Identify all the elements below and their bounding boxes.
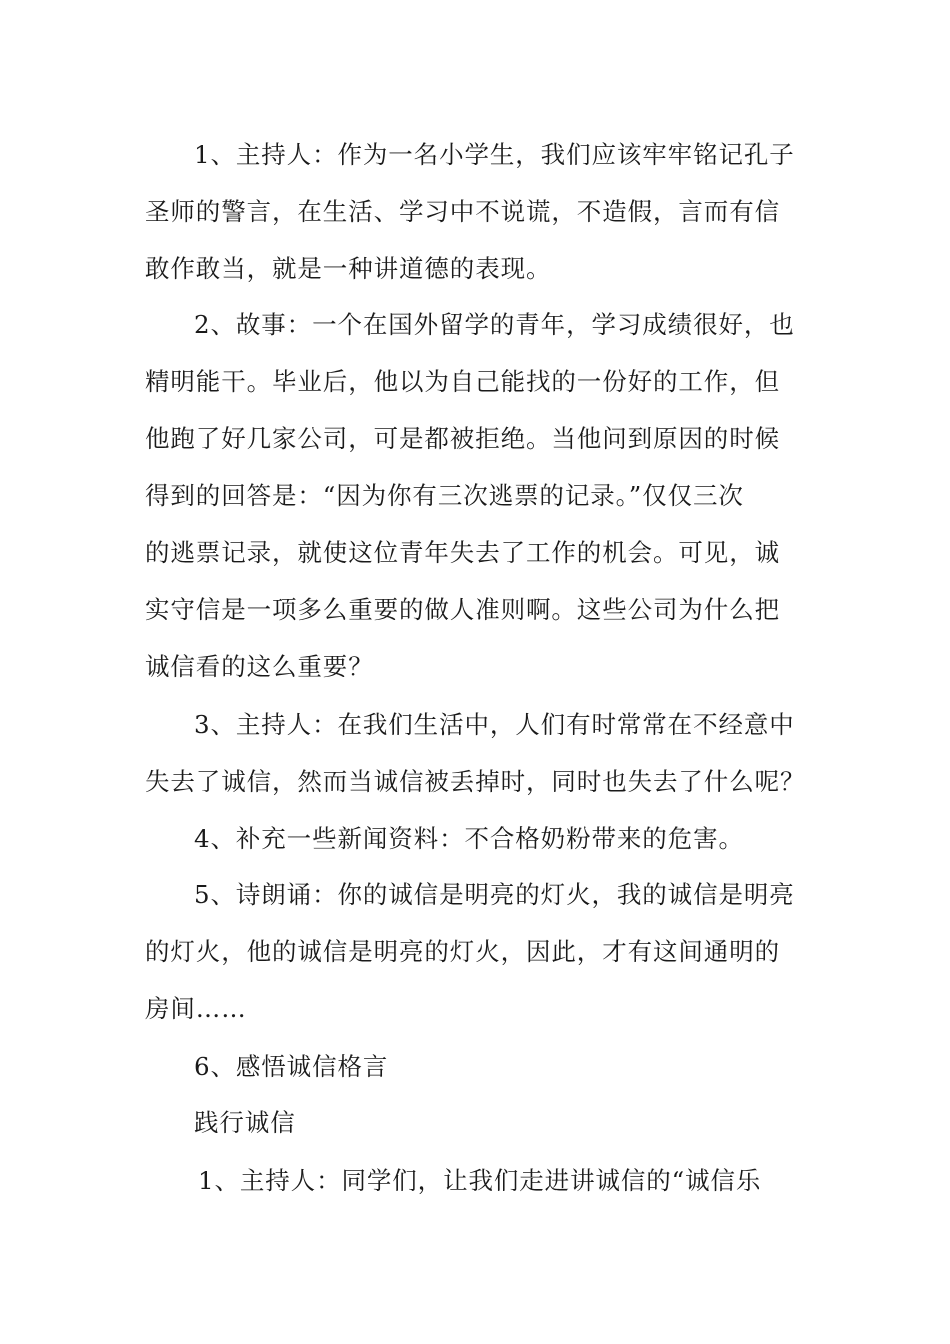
text-line: 的逃票记录，就使这位青年失去了工作的机会。可见，诚 (145, 538, 780, 567)
text-line: 圣师的警言，在生活、学习中不说谎，不造假，言而有信 (145, 197, 780, 226)
text-line: 他跑了好几家公司，可是都被拒绝。当他问到原因的时候 (145, 424, 780, 453)
text-line: 失去了诚信，然而当诚信被丢掉时，同时也失去了什么呢？ (145, 767, 806, 796)
text-line: 5、诗朗诵：你的诚信是明亮的灯火，我的诚信是明亮 (194, 880, 795, 909)
text-line: 敢作敢当，就是一种讲道德的表现。 (145, 254, 552, 283)
text-line: 4、补充一些新闻资料：不合格奶粉带来的危害。 (194, 824, 744, 853)
text-line: 2、故事：一个在国外留学的青年，学习成绩很好，也 (194, 310, 795, 339)
section-heading (145, 1094, 810, 1151)
text-line: 3、主持人：在我们生活中，人们有时常常在不经意中 (194, 710, 795, 739)
text-line: 1、主持人：同学们，让我们走进讲诚信的“诚信乐 (198, 1166, 762, 1195)
paragraph-6 (145, 1038, 810, 1095)
text-line: 诚信看的这么重要？ (145, 652, 374, 681)
paragraph-4 (145, 810, 810, 867)
paragraph-7 (149, 1152, 814, 1209)
text-line: 践行诚信 (194, 1108, 296, 1137)
text-line: 的灯火，他的诚信是明亮的灯火，因此，才有这间通明的 (145, 937, 780, 966)
text-line: 得到的回答是：“因为你有三次逃票的记录。”仅仅三次 (145, 481, 744, 510)
text-line: 1、主持人：作为一名小学生，我们应该牢牢铭记孔子 (194, 140, 795, 169)
paragraph-2 (145, 296, 810, 695)
text-line: 6、感悟诚信格言 (194, 1052, 389, 1081)
paragraph-5 (145, 866, 810, 1037)
text-line: 房间…… (145, 994, 247, 1023)
text-line: 精明能干。毕业后，他以为自己能找的一份好的工作，但 (145, 367, 780, 396)
paragraph-3 (145, 696, 810, 810)
text-line: 实守信是一项多么重要的做人准则啊。这些公司为什么把 (145, 595, 780, 624)
paragraph-1 (145, 126, 810, 297)
